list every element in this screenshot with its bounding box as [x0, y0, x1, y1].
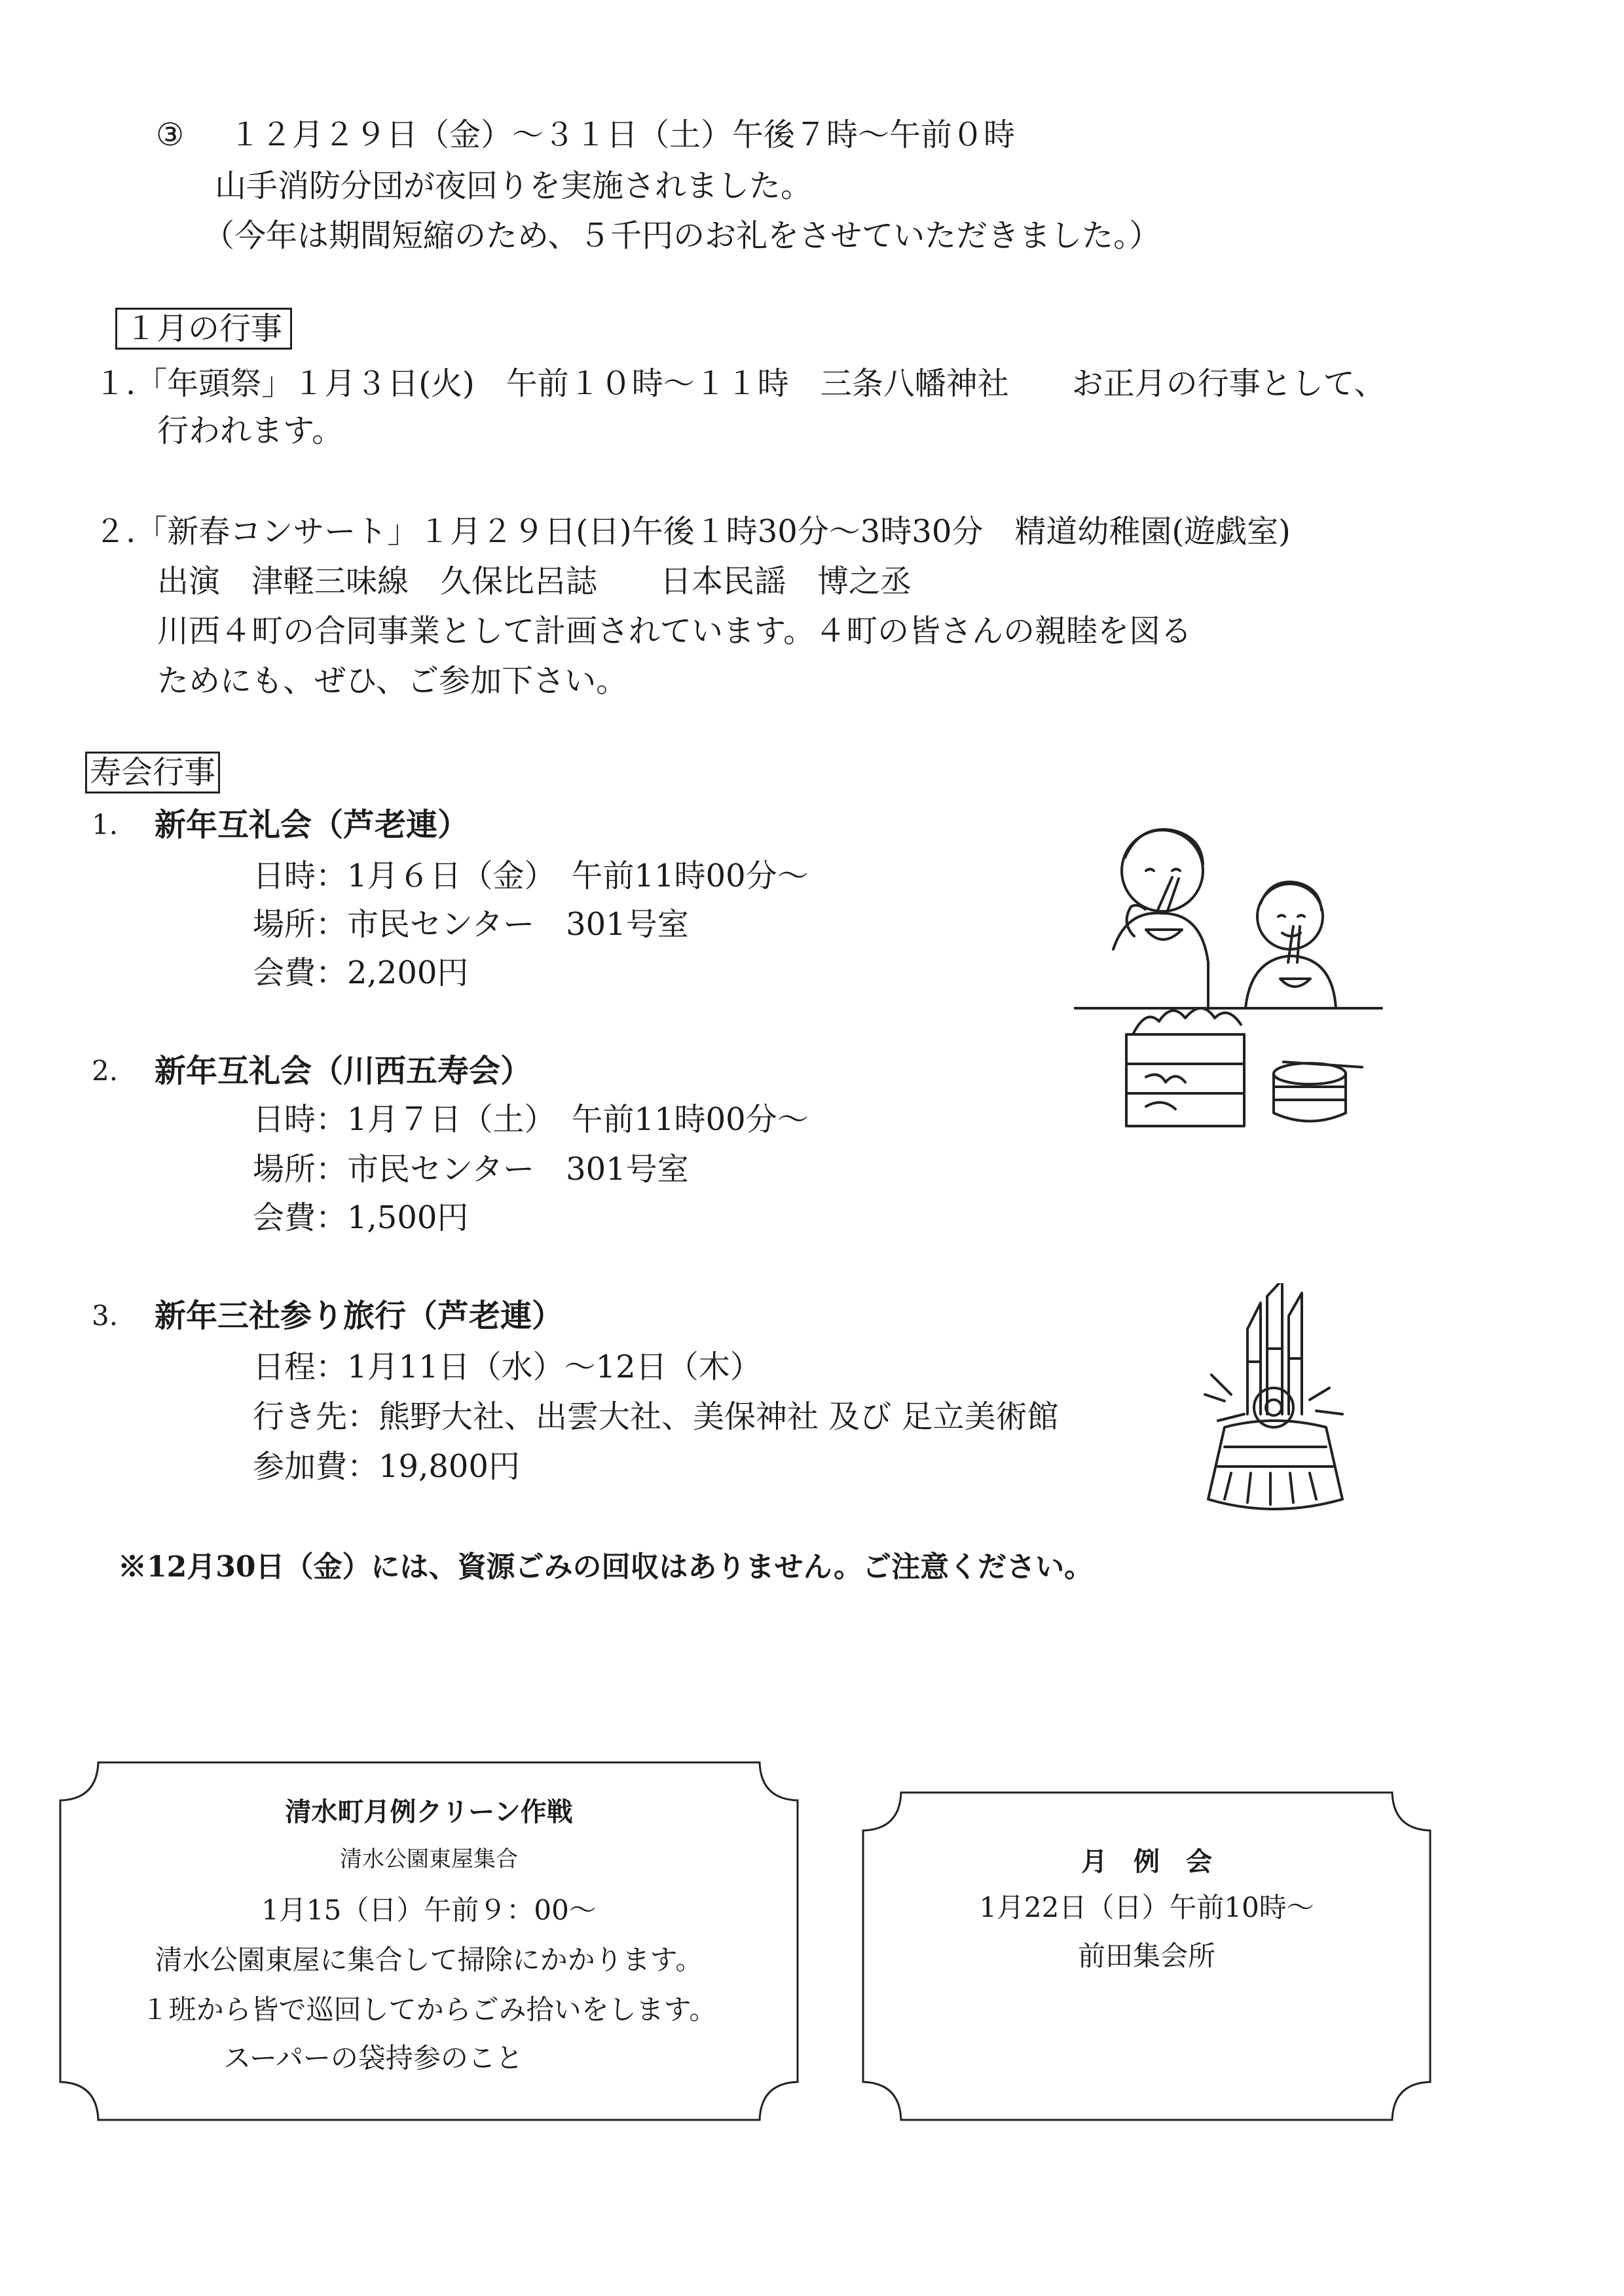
- january-item1-line1: １.「年頭祭」１月３日(火) 午前１０時～１１時 三条八幡神社 お正月の行事として、: [94, 365, 1386, 402]
- event3-fee: 参加費：19,800円: [253, 1448, 520, 1485]
- cleanup-box: [59, 1761, 799, 2121]
- event2-title: 新年互礼会（川西五寿会）: [155, 1053, 532, 1089]
- cleanup-title: 清水町月例クリーン作戦: [285, 1796, 573, 1827]
- kotobuki-heading: 寿会行事: [85, 752, 220, 793]
- event1-datetime: 日時：1月６日（金） 午前11時00分～: [253, 858, 809, 894]
- january-item2-line1: ２.「新春コンサート」１月２９日(日)午後１時30分～3時30分 精道幼稚園(遊戯室): [94, 513, 1291, 550]
- event3-title: 新年三社参り旅行（芦老連）: [155, 1298, 564, 1334]
- patrol-line3: （今年は期間短縮のため、５千円のお礼をさせていただきました。）: [203, 217, 1161, 254]
- patrol-number: ③: [156, 117, 185, 153]
- patrol-dates: １２月２９日（金）～３１日（土）午後７時～午前０時: [229, 117, 1016, 153]
- event2-datetime: 日時：1月７日（土） 午前11時00分～: [253, 1101, 809, 1138]
- event2-number: 2.: [92, 1055, 119, 1087]
- january-item2-line2: 出演 津軽三味線 久保比呂誌 日本民謡 博之丞: [157, 563, 912, 600]
- january-item2-line4: ためにも、ぜひ、ご参加下さい。: [157, 663, 628, 699]
- event1-number: 1.: [92, 809, 119, 841]
- patrol-line2: 山手消防分団が夜回りを実施されました。: [215, 168, 813, 204]
- event2-fee: 会費：1,500円: [253, 1199, 469, 1236]
- event1-title: 新年互礼会（芦老連）: [155, 807, 470, 843]
- event3-schedule: 日程：1月11日（水）～12日（木）: [253, 1349, 762, 1385]
- cleanup-date: 1月15（日）午前９：00～: [261, 1894, 597, 1926]
- cleanup-line3: スーパーの袋持参のこと: [223, 2042, 523, 2074]
- event2-place: 場所：市民センター 301号室: [253, 1151, 689, 1188]
- osechi-illustration: [1074, 818, 1388, 1133]
- january-heading: １月の行事: [115, 308, 292, 350]
- notice: ※12月30日（金）には、資源ごみの回収はありません。ご注意ください。: [118, 1550, 1094, 1584]
- monthly-title: 月 例 会: [1081, 1846, 1212, 1877]
- monthly-date: 1月22日（日）午前10時～: [979, 1891, 1314, 1923]
- cleanup-line1: 清水公園東屋に集合して掃除にかかります。: [155, 1944, 703, 1976]
- event3-destination: 行き先：熊野大社、出雲大社、美保神社 及び 足立美術館: [253, 1398, 1059, 1435]
- event1-place: 場所：市民センター 301号室: [253, 906, 689, 943]
- january-item1-line2: 行われます。: [157, 412, 344, 449]
- january-item2-line3: 川西４町の合同事業として計画されています。４町の皆さんの親睦を図る: [157, 613, 1192, 649]
- event1-fee: 会費：2,200円: [253, 955, 469, 991]
- monthly-place: 前田集会所: [1077, 1940, 1215, 1972]
- monthly-meeting-box: [862, 1791, 1431, 2121]
- event3-number: 3.: [92, 1300, 119, 1332]
- cleanup-subtitle: 清水公園東屋集合: [340, 1846, 518, 1872]
- kadomatsu-illustration: [1179, 1283, 1375, 1519]
- cleanup-line2: １班から皆で巡回してからごみ拾いをします。: [141, 1994, 717, 2026]
